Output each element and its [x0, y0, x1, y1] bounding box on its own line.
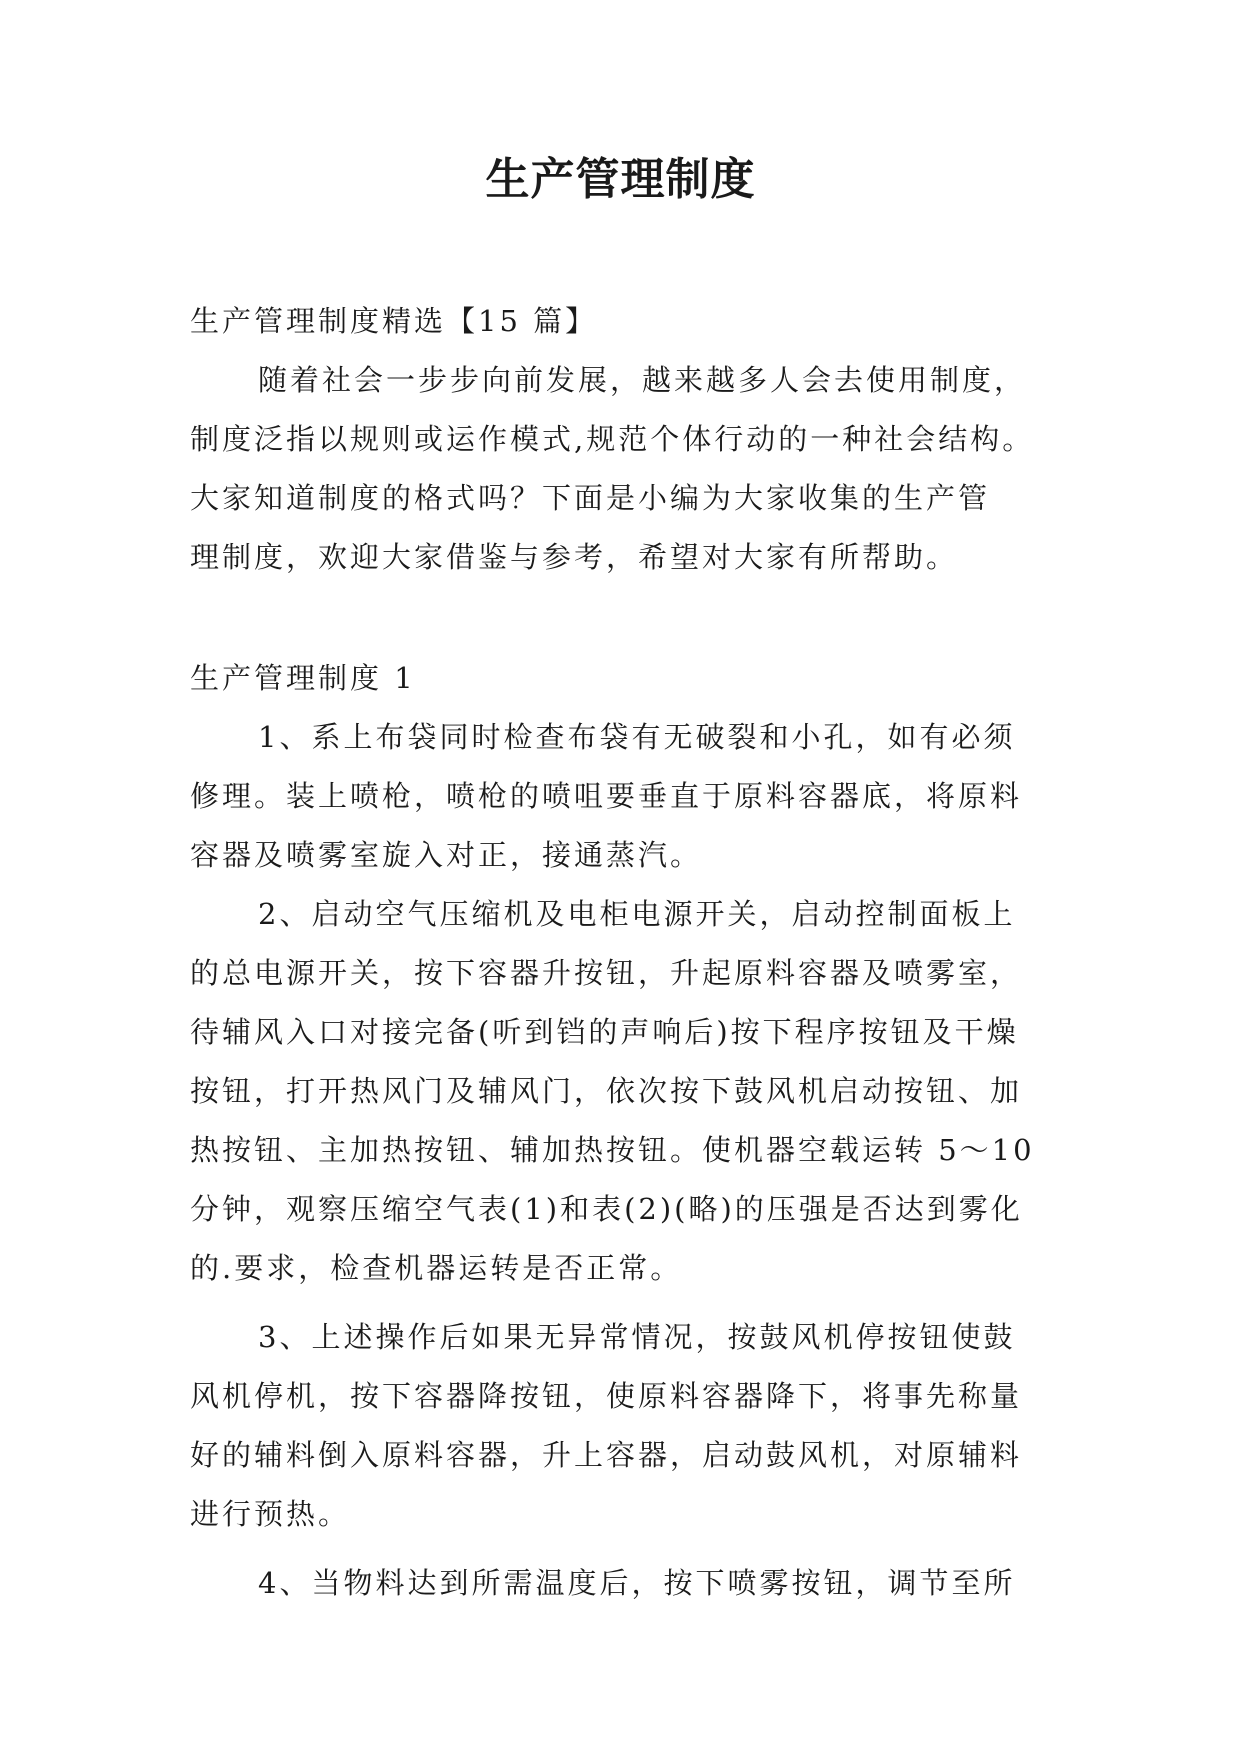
paragraph-line: 理制度，欢迎大家借鉴与参考，希望对大家有所帮助。 [190, 540, 959, 574]
document-subtitle: 生产管理制度精选【15 篇】 [190, 304, 598, 338]
paragraph-line: 2、启动空气压缩机及电柜电源开关，启动控制面板上 [258, 897, 1016, 931]
spacer [190, 587, 1060, 649]
section-heading: 生产管理制度 1 [190, 661, 416, 695]
paragraph-4 [190, 1554, 1060, 1613]
paragraph-1 [190, 708, 1060, 885]
paragraph-line: 容器及喷雾室旋入对正，接通蒸汽。 [190, 838, 703, 872]
paragraph-line: 好的辅料倒入原料容器，升上容器，启动鼓风机，对原辅料 [190, 1438, 1023, 1472]
paragraph-line: 4、当物料达到所需温度后，按下喷雾按钮，调节至所 [258, 1566, 1016, 1600]
paragraph-line: 分钟，观察压缩空气表(1)和表(2)(略)的压强是否达到雾化 [190, 1192, 1023, 1226]
intro-paragraph [190, 351, 1060, 587]
paragraph-line: 风机停机，按下容器降按钮，使原料容器降下，将事先称量 [190, 1379, 1023, 1413]
paragraph-line: 随着社会一步步向前发展，越来越多人会去使用制度， [258, 363, 1027, 397]
paragraph-2 [190, 885, 1060, 1298]
paragraph-line: 热按钮、主加热按钮、辅加热按钮。使机器空载运转 5～10 [190, 1133, 1035, 1167]
paragraph-line: 1、系上布袋同时检查布袋有无破裂和小孔，如有必须 [258, 720, 1016, 754]
paragraph-line: 按钮，打开热风门及辅风门，依次按下鼓风机启动按钮、加 [190, 1074, 1023, 1108]
paragraph-line: 的总电源开关，按下容器升按钮，升起原料容器及喷雾室， [190, 956, 1023, 990]
spacer [190, 1544, 1060, 1554]
document-title: 生产管理制度 [485, 154, 756, 205]
paragraph-line: 大家知道制度的格式吗？下面是小编为大家收集的生产管 [190, 481, 991, 515]
paragraph-line: 进行预热。 [190, 1497, 351, 1531]
paragraph-3 [190, 1308, 1060, 1544]
paragraph-line: 制度泛指以规则或运作模式,规范个体行动的一种社会结构。 [190, 422, 1035, 456]
paragraph-line: 待辅风入口对接完备(听到铛的声响后)按下程序按钮及干燥 [190, 1015, 1019, 1049]
paragraph-line: 3、上述操作后如果无异常情况，按鼓风机停按钮使鼓 [258, 1320, 1016, 1354]
paragraph-line: 的.要求，检查机器运转是否正常。 [190, 1251, 683, 1285]
paragraph-line: 修理。装上喷枪，喷枪的喷咀要垂直于原料容器底，将原料 [190, 779, 1023, 813]
document-body [190, 292, 1060, 1613]
spacer [190, 1298, 1060, 1308]
